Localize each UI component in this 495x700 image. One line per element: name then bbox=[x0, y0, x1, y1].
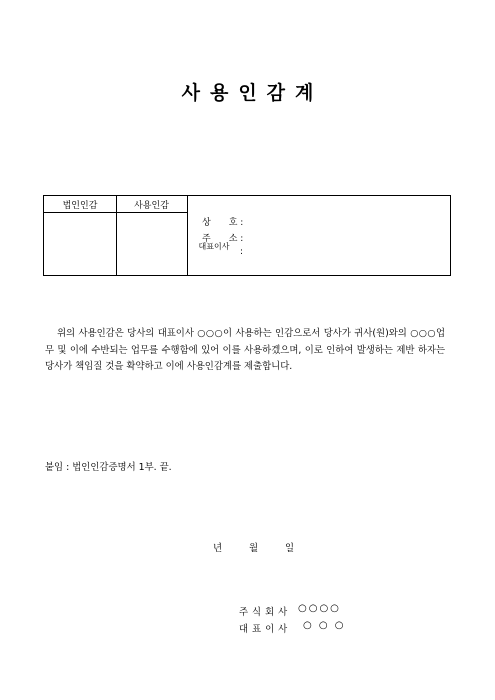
signature-rep-value: ○ ○ ○ bbox=[303, 620, 346, 631]
usage-seal-header: 사용인감 bbox=[134, 201, 169, 211]
date-year: 년 bbox=[213, 543, 223, 554]
table-divider bbox=[187, 196, 188, 275]
declaration-text: 위의 사용인감은 당사의 대표이사 ○○○이 사용하는 인감으로서 당사가 귀사(원)와의 ○○○업무 및 이에 수반되는 업무를 수행함에 있어 이를 사용하겠으며, 이로 인하여 발생하는 제반 하자는 당사가 책임질 것을 확약하고 이에 사용인감계를 제출합니다. bbox=[45, 328, 445, 372]
address-label: 주 소 : bbox=[202, 234, 244, 244]
representative-colon: : bbox=[240, 247, 244, 257]
signature-rep-label: 대표이사 bbox=[239, 624, 292, 635]
signature-company-label: 주식회사 bbox=[239, 607, 292, 618]
signature-company-value: ○○○○ bbox=[298, 603, 341, 614]
table-header-line bbox=[44, 212, 187, 213]
document-title: 사용인감계 bbox=[181, 82, 324, 104]
corporate-seal-header: 법인인감 bbox=[62, 201, 98, 211]
representative-label: 대표이사 bbox=[198, 242, 230, 251]
company-name-label: 상 호 : bbox=[202, 218, 244, 228]
date-day: 일 bbox=[285, 543, 295, 554]
date-month: 월 bbox=[249, 543, 259, 554]
attachment-note: 붙임 : 법인인감증명서 1부. 끝. bbox=[45, 462, 172, 473]
seal-table bbox=[43, 195, 451, 276]
